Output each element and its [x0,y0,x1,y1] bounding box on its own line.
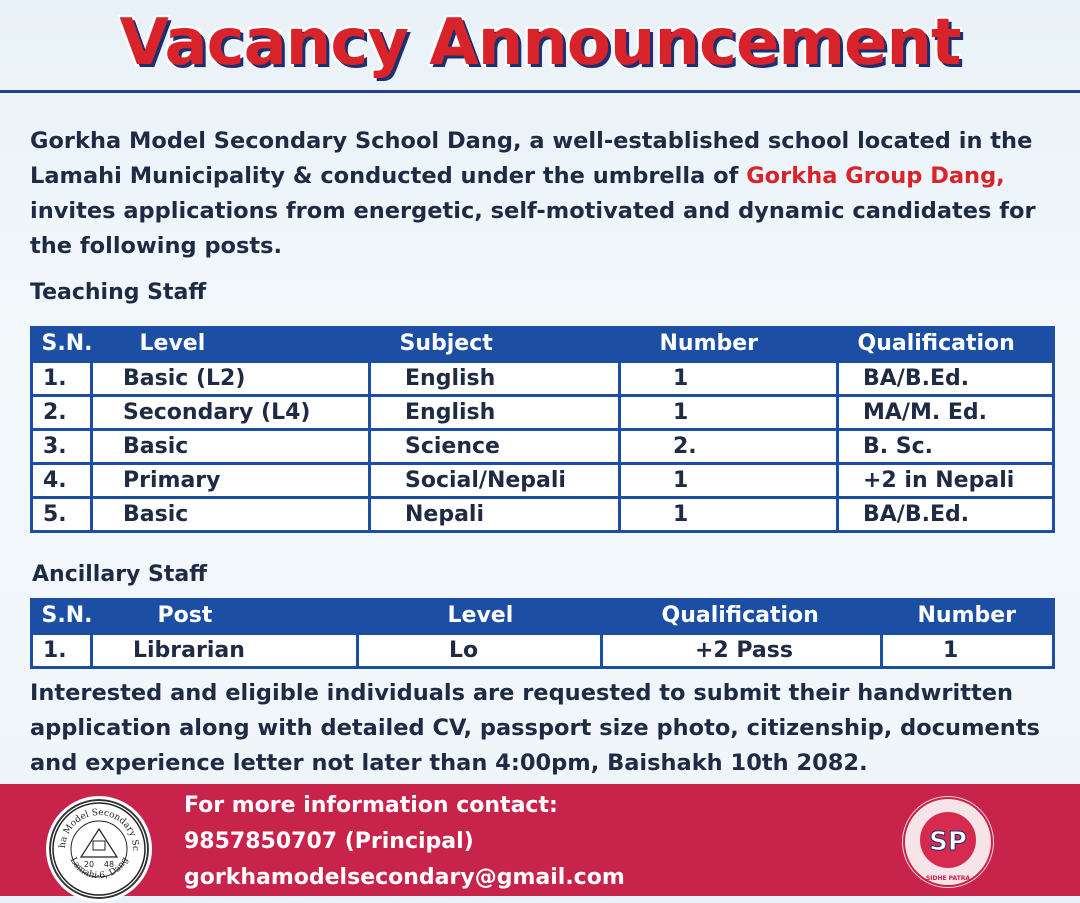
school-seal-icon [49,799,149,899]
contact-phone[interactable]: 9857850707 (Principal) [184,829,474,854]
table-cell: English [370,396,620,430]
col-level: Level [358,598,602,634]
table-cell: Librarian [92,634,358,668]
intro-text-1: Gorkha Model Secondary School Dang, a well-established school located in the Lamahi Municipality & conducted under the umbrella of [30,128,1033,189]
table-cell: Social/Nepali [370,464,620,498]
table-row [32,396,1054,430]
table-cell: BA/B.Ed. [838,498,1054,532]
table-cell: Primary [92,464,370,498]
table-cell: Basic [92,430,370,464]
col-number: Number [882,598,1054,634]
page-title: Vacancy Announcement [119,6,961,80]
contact-block [184,788,625,896]
contact-heading: For more information contact: [184,793,558,818]
table-cell: 1 [882,634,1054,668]
table-cell: +2 Pass [602,634,882,668]
table-cell: 2. [32,396,92,430]
seal-year-left: 20 [83,860,95,869]
table-row [32,362,1054,396]
table-cell: English [370,362,620,396]
table-row [32,634,1054,668]
col-post: Post [92,598,358,634]
table-row [32,430,1054,464]
table-cell: 5. [32,498,92,532]
ancillary-staff-heading: Ancillary Staff [32,562,208,587]
col-number: Number [620,326,838,362]
table-cell: 1 [620,498,838,532]
col-sn: S.N. [32,326,92,362]
table-row [32,464,1054,498]
intro-paragraph [30,124,1060,264]
table-cell: 1 [620,464,838,498]
teaching-staff-table [30,326,1055,533]
col-level: Level [92,326,370,362]
group-name-highlight: Gorkha Group Dang, [746,163,1005,189]
table-cell: MA/M. Ed. [838,396,1054,430]
contact-email[interactable]: gorkhamodelsecondary@gmail.com [184,865,625,890]
col-sn: S.N. [32,598,92,634]
table-cell: Basic [92,498,370,532]
table-row [32,498,1054,532]
table-cell: Nepali [370,498,620,532]
partner-logo-caption: SIDHE PATRA [925,875,971,882]
partner-logo-icon [902,796,994,888]
table-cell: Lo [358,634,602,668]
table-cell: Secondary (L4) [92,396,370,430]
seal-name: ha Model Secondary Sc [57,807,141,852]
col-qualification: Qualification [838,326,1054,362]
teaching-header-row [32,326,1054,362]
table-cell: 1 [620,396,838,430]
table-cell: 1. [32,634,92,668]
intro-text-2: invites applications from energetic, self-motivated and dynamic candidates for the following posts. [30,198,1036,259]
seal-year-right: 48 [103,860,115,869]
col-qualification: Qualification [602,598,882,634]
ancillary-header-row [32,598,1054,634]
ancillary-staff-table [30,598,1055,669]
table-cell: B. Sc. [838,430,1054,464]
table-cell: Basic (L2) [92,362,370,396]
application-instructions: Interested and eligible individuals are requested to submit their handwritten application along with detailed CV, passport size photo, citizenship, documents and experience letter not later than 4:00pm, Baishakh 10th 2082. [30,680,1040,776]
teaching-staff-heading: Teaching Staff [30,280,207,305]
seal-location: Lamahi-6, Dang [67,855,131,882]
school-seal-logo [46,796,152,902]
table-cell: 1. [32,362,92,396]
table-cell: BA/B.Ed. [838,362,1054,396]
table-cell: 4. [32,464,92,498]
col-subject: Subject [370,326,620,362]
table-cell: +2 in Nepali [838,464,1054,498]
partner-logo-initials: SP [929,827,967,857]
table-cell: 3. [32,430,92,464]
table-cell: 2. [620,430,838,464]
table-cell: Science [370,430,620,464]
table-cell: 1 [620,362,838,396]
title-divider [0,90,1080,93]
partner-logo [902,796,994,888]
